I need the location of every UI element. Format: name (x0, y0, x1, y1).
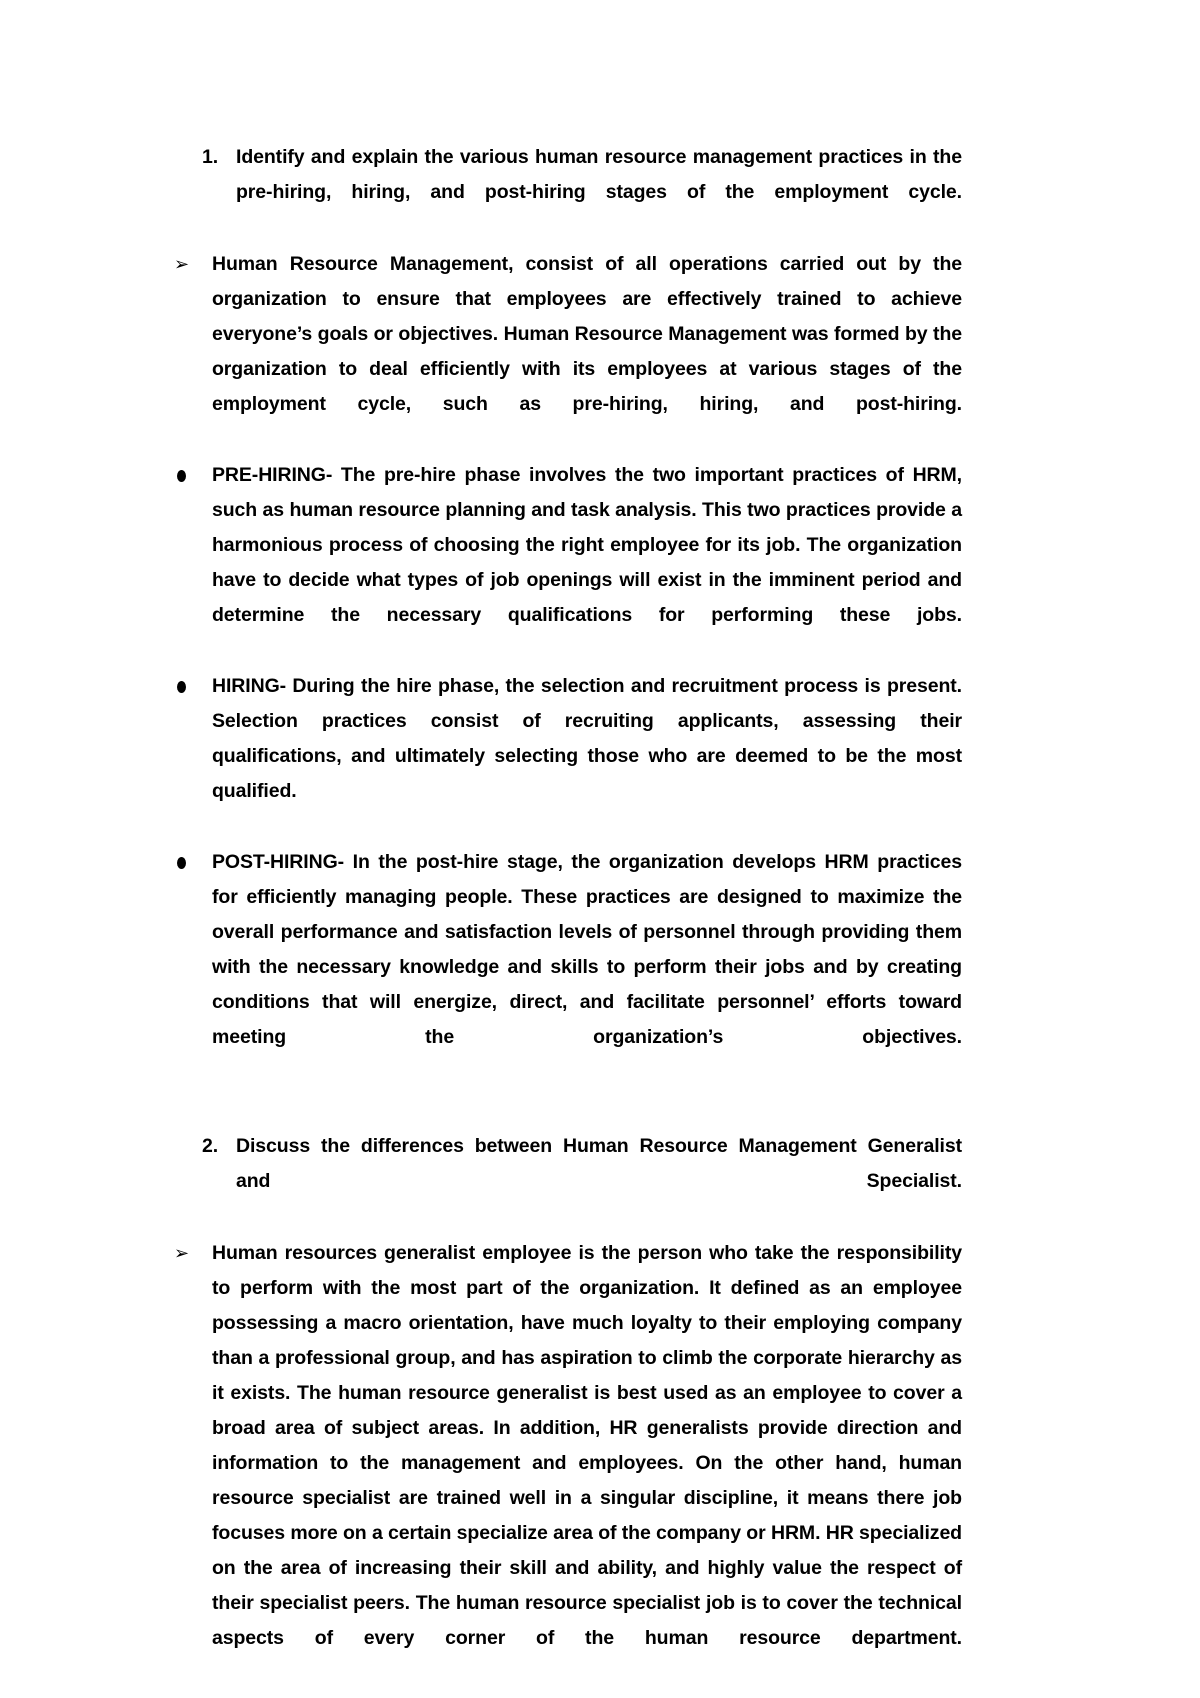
arrow-bullet-icon: ➢ (174, 254, 190, 274)
paragraph-text: Human Resource Management, consist of all operations carried out by the organization to ensure that employees are effectively trained to achieve everyone’s goals or objectives. Human Resource Management was formed by the organization to deal efficiently with its employees at various stages of the employment cycle, such as pre-hiring, hiring, and post-hiring. (212, 253, 962, 415)
question-text: Identify and explain the various human resource management practices in the pre-hiring, hiring, and post-hiring stages of the employment cycle. (236, 146, 962, 203)
section-spacer (172, 1091, 962, 1129)
list-number: 2. (202, 1135, 219, 1157)
bullet-item-post-hiring (172, 845, 962, 1090)
arrow-bullet-item (172, 1236, 962, 1691)
document-body (172, 140, 962, 1691)
paragraph-text: Human resources generalist employee is the person who take the responsibility to perform with the most part of the organization. It defined as an employee possessing a macro orientation, have much loyalty to their employing company than a professional group, and has aspiration to climb the corporate hierarchy as it exists. The human resource generalist is best used as an employee to cover a broad area of subject areas. In addition, HR generalists provide direction and information to the management and employees. On the other hand, human resource specialist are trained well in a singular discipline, it means there job focuses more on a certain specialize area of the company or HRM. HR specialized on the area of increasing their skill and ability, and highly value the respect of their specialist peers. The human resource specialist job is to cover the technical aspects of every corner of the human resource department. (212, 1242, 962, 1649)
arrow-bullet-icon: ➢ (174, 1243, 190, 1263)
paragraph-text: POST-HIRING- In the post-hire stage, the organization develops HRM practices for efficiently managing people. These practices are designed to maximize the overall performance and satisfaction levels of personnel through providing them with the necessary knowledge and skills to perform their jobs and by creating conditions that will energize, direct, and facilitate personnel’ efforts toward meeting the organization’s objectives. (212, 851, 962, 1048)
list-number: 1. (202, 146, 219, 168)
round-bullet-icon (172, 845, 212, 880)
numbered-item-2 (172, 1129, 962, 1234)
numbered-item-1 (172, 140, 962, 245)
paragraph-text: PRE-HIRING- The pre-hire phase involves the two important practices of HRM, such as human resource planning and task analysis. This two practices provide a harmonious process of choosing the right employee for its job. The organization have to decide what types of job openings will exist in the imminent period and determine the necessary qualifications for performing these jobs. (212, 464, 962, 626)
round-bullet-icon (172, 669, 212, 704)
bullet-item-pre-hiring (172, 458, 962, 668)
question-text: Discuss the differences between Human Resource Management Generalist and Specialist. (236, 1135, 962, 1192)
arrow-bullet-item (172, 247, 962, 457)
paragraph-text: HIRING- During the hire phase, the selection and recruitment process is present. Selection practices consist of recruiting applicants, assessing their qualifications, and ultimately selecting those who are deemed to be the most qualified. (212, 675, 962, 802)
round-bullet-icon (172, 458, 212, 493)
bullet-item-hiring (172, 669, 962, 844)
